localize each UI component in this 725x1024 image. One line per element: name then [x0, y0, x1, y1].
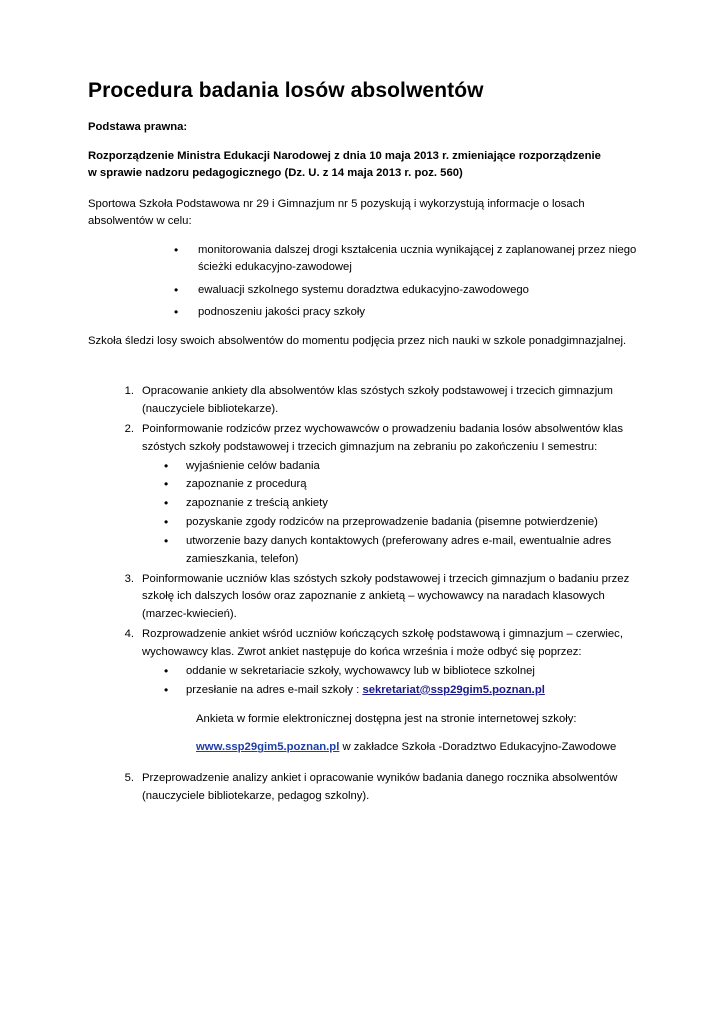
website-suffix: w zakładce Szkoła -Doradztwo Edukacyjno-Zawodowe — [339, 741, 617, 754]
legal-basis-line-1: Rozporządzenie Ministra Edukacji Narodowej z dnia 10 maja 2013 r. zmieniające rozporządzenie — [88, 149, 601, 162]
legal-basis-text — [88, 148, 637, 183]
legal-basis-label: Podstawa prawna: — [88, 121, 188, 134]
online-survey-note: Ankieta w formie elektronicznej dostępna jest na stronie internetowej szkoły: — [196, 712, 577, 725]
list-item: • oddanie w sekretariacie szkoły, wychowawcy lub w bibliotece szkolnej — [164, 663, 637, 681]
step-2-sub-list — [142, 458, 637, 569]
list-item: • zapoznanie z treścią ankiety — [164, 495, 637, 513]
step-4-sub-list — [142, 663, 637, 700]
tracking-paragraph: Szkoła śledzi losy swoich absolwentów do momentu podjęcia przez nich nauki w szkole ponadgimnazjalnej. — [88, 334, 627, 347]
list-item: • ewaluacji szkolnego systemu doradztwa edukacyjno-zawodowego — [174, 282, 637, 300]
step-4-text: Rozprowadzenie ankiet wśród uczniów kończących szkołę podstawową i gimnazjum – czerwiec, wychowawcy klas. Zwrot ankiet następuje do końca września i może odbyć się poprzez: — [142, 628, 623, 658]
website-line — [196, 739, 637, 757]
step-3-text: Poinformowanie uczniów klas szóstych szkoły podstawowej i trzecich gimnazjum o badaniu przez szkołę ich dalszych losów oraz zapoznanie z ankietą – wychowawcy na naradach klasowych (marzec-kwiecień). — [142, 572, 630, 621]
list-item: • podnoszeniu jakości pracy szkoły — [174, 304, 637, 322]
email-bullet-prefix: przesłanie na adres e-mail szkoły : — [186, 683, 363, 696]
step-1-text: Opracowanie ankiety dla absolwentów klas szóstych szkoły podstawowej i trzecich gimnazjum (nauczyciele bibliotekarze). — [142, 385, 613, 416]
legal-basis-line-2: w sprawie nadzoru pedagogicznego (Dz. U. z 14 maja 2013 r. poz. 560) — [88, 167, 463, 180]
list-item — [114, 421, 637, 569]
purpose-bullet-list — [88, 242, 637, 322]
step-2-text: Poinformowanie rodziców przez wychowawców o prowadzeniu badania losów absolwentów klas szóstych szkoły podstawowej i trzecich gimnazjum na zebraniu po zakończeniu I semestru: — [142, 422, 623, 453]
list-item — [114, 626, 637, 757]
page-title: Procedura badania losów absolwentów — [88, 79, 484, 102]
list-item: • monitorowania dalszej drogi kształcenia ucznia wynikającej z zaplanowanej przez niego ścieżki edukacyjno-zawodowej — [174, 242, 637, 277]
school-website-link[interactable]: www.ssp29gim5.poznan.pl — [196, 741, 340, 754]
list-item: • pozyskanie zgody rodziców na przeprowadzenie badania (pisemne potwierdzenie) — [164, 514, 637, 532]
list-item: • wyjaśnienie celów badania — [164, 458, 637, 476]
school-email-link[interactable]: sekretariat@ssp29gim5.poznan.pl — [362, 683, 545, 696]
section-spacer — [88, 361, 637, 383]
list-item: • zapoznanie z procedurą — [164, 476, 637, 494]
list-item — [114, 571, 637, 625]
step-5-text: Przeprowadzenie analizy ankiet i opracowanie wyników badania danego rocznika absolwentów (nauczyciele bibliotekarze, pedagog szkolny). — [142, 772, 618, 803]
procedure-steps-list — [88, 383, 637, 806]
list-item — [114, 383, 637, 419]
list-item — [114, 770, 637, 806]
intro-paragraph: Sportowa Szkoła Podstawowa nr 29 i Gimnazjum nr 5 pozyskują i wykorzystują informacje o losach absolwentów w celu: — [88, 197, 585, 228]
list-item-email — [164, 682, 637, 700]
list-item: • utworzenie bazy danych kontaktowych (preferowany adres e-mail, ewentualnie adres zamieszkania, telefon) — [164, 533, 637, 569]
